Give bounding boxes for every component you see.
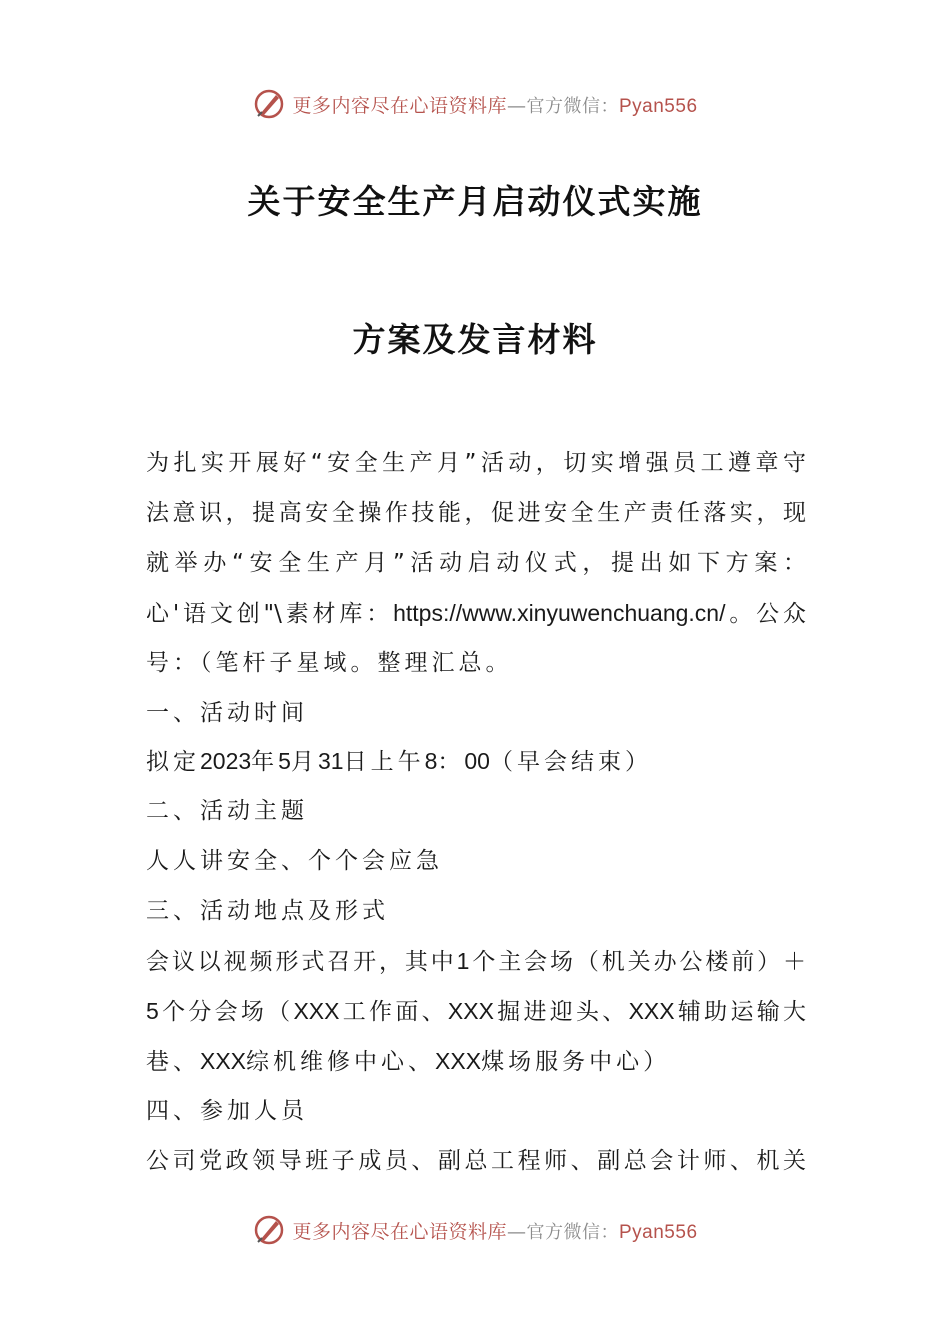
s3-l2-num: 5 [146,998,159,1024]
section2-heading: 二、活动主题 [146,798,308,824]
intro-line4-suffix: 。公众 [725,601,807,627]
watermark-label: 官方微信： [526,1221,619,1243]
s3-l2-b: 工作面、 [339,999,448,1025]
s3-l3-b: 综机维修中心、 [246,1049,436,1075]
intro-line1: 为扎实开展好“安全生产月”活动，切实增强员工遵章守 [146,450,806,476]
s3-xxx2: XXX [447,998,494,1024]
s3-l1-num: 1 [456,948,470,974]
section1-content [146,746,806,777]
intro-line4-prefix: 心'语文创"\素材库： [146,601,394,627]
watermark-text [292,1217,697,1244]
s1-year: 2023 [200,748,252,774]
page-title-line1: 关于安全生产月启动仪式实施 [247,182,703,221]
s3-xxx3: XXX [628,998,675,1024]
s3-xxx5: XXX [435,1048,482,1074]
watermark-text [292,91,697,118]
section3-line2 [146,996,806,1027]
watermark-id: Pyan556 [619,95,698,117]
s1-day: 31 [317,748,344,774]
s3-xxx1: XXX [293,998,340,1024]
s3-l3-a: 巷、 [146,1049,200,1075]
s3-l2-d: 辅助运输大 [674,999,807,1025]
watermark-label: 官方微信： [526,95,619,117]
intro-url-link[interactable]: https://www.xinyuwenchuang.cn/ [393,600,726,626]
watermark-main: 更多内容尽在心语资料库 [292,1220,507,1243]
intro-line5: 号：（笔杆子星域。整理汇总。 [146,650,513,676]
quill-logo-icon [252,1213,286,1247]
s1-month: 5 [278,748,291,774]
s1-hour: 8 [424,748,438,774]
s1-text-e: ： [437,749,465,775]
s3-xxx4: XXX [200,1048,247,1074]
s1-text-b: 年 [251,749,279,775]
watermark-id: Pyan556 [619,1221,698,1243]
section1-heading: 一、活动时间 [146,700,308,726]
section3-line3 [146,1046,806,1077]
section4-line1: 公司党政领导班子成员、副总工程师、副总会计师、机关 [146,1148,806,1174]
intro-line2: 法意识，提高安全操作技能，促进安全生产责任落实，现 [146,500,806,526]
intro-line4 [146,598,806,629]
section3-heading: 三、活动地点及形式 [146,898,389,924]
quill-logo-icon [252,87,286,121]
s1-text-c: 月 [290,749,318,775]
watermark-main: 更多内容尽在心语资料库 [292,94,507,117]
s1-text-f: （早会结束） [489,749,652,775]
footer-watermark [0,1210,950,1250]
intro-line3: 就举办“安全生产月”活动启动仪式，提出如下方案： [146,550,806,576]
section2-content: 人人讲安全、个个会应急 [146,848,443,874]
s1-text-a: 拟定 [146,749,200,775]
page-title-line2: 方案及发言材料 [352,320,598,359]
s3-l2-c: 掘进迎头、 [493,999,629,1025]
section3-line1 [146,946,806,977]
section4-heading: 四、参加人员 [146,1098,308,1124]
watermark-separator: — [507,94,527,117]
s1-minute: 00 [464,748,490,774]
s3-l1-b: 个主会场（机关办公楼前）＋ [469,949,807,975]
s1-text-d: 日上午 [343,749,425,775]
header-watermark [0,84,950,124]
s3-l2-a: 个分会场（ [158,999,294,1025]
s3-l3-c: 煤场服务中心） [481,1049,671,1075]
s3-l1-a: 会议以视频形式召开，其中 [146,949,457,975]
watermark-separator: — [507,1220,527,1243]
